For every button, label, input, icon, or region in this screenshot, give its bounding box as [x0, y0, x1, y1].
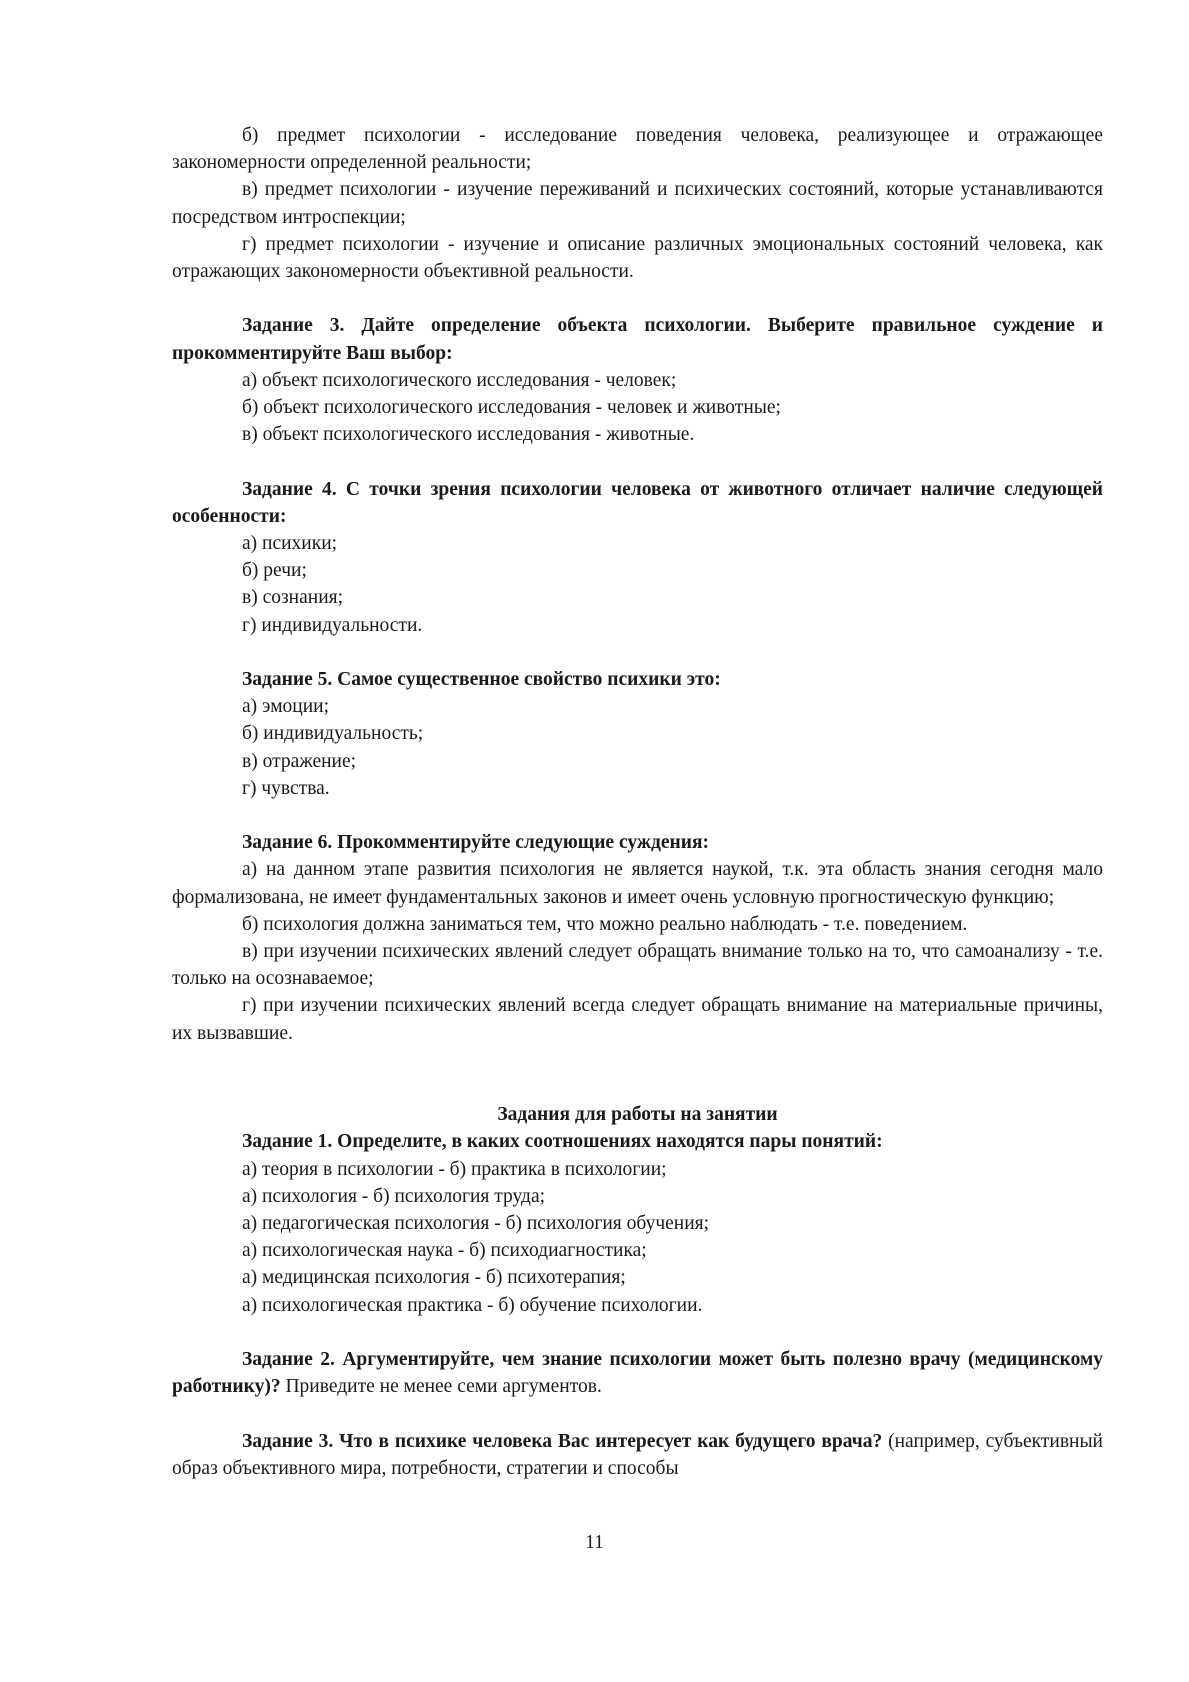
class-task1-option: а) психологическая наука - б) психодиагностика;	[242, 1240, 647, 1262]
task5-option: а) эмоции;	[242, 696, 330, 718]
intro-item-v: в) предмет психологии - изучение переживаний и психических состояний, которые устанавливаются посредством интроспекции;	[172, 179, 1103, 228]
class-task3-rest: (например, субъективный образ объективного мира, потребности, стратегии и способы	[172, 1430, 1103, 1479]
task4-title: Задание 4. С точки зрения психологии человека от животного отличает наличие следующей особенности:	[172, 478, 1103, 527]
class-task3	[172, 1428, 1103, 1482]
document-page	[172, 122, 1103, 1482]
task5-option: б) индивидуальность;	[242, 723, 424, 745]
class-task1-option: а) медицинская психология - б) психотерапия;	[242, 1267, 626, 1289]
section-heading: Задания для работы на занятии	[497, 1104, 778, 1126]
intro-item-b: б) предмет психологии - исследование поведения человека, реализующее и отражающее закономерности определенной реальности;	[172, 125, 1103, 174]
class-task2-rest: Приведите не менее семи аргументов.	[280, 1376, 602, 1398]
task4-option: а) психики;	[242, 533, 338, 555]
class-task3-title: Задание 3. Что в психике человека Вас интересует как будущего врача?	[242, 1430, 883, 1452]
task6-item: в) при изучении психических явлений следует обращать внимание только на то, что самоанализу - т.е. только на осознаваемое;	[172, 941, 1103, 990]
task4-option: в) сознания;	[242, 587, 344, 609]
task3-option: а) объект психологического исследования - человек;	[242, 369, 677, 391]
task5-option: г) чувства.	[242, 777, 330, 799]
class-task1-title: Задание 1. Определите, в каких соотношениях находятся пары понятий:	[242, 1131, 883, 1153]
class-task1-option: а) психологическая практика - б) обучение психологии.	[242, 1294, 703, 1316]
class-task1-option: а) педагогическая психология - б) психология обучения;	[242, 1213, 710, 1235]
task6-item: г) при изучении психических явлений всегда следует обращать внимание на материальные причины, их вызвавшие.	[172, 995, 1103, 1044]
task5-option: в) отражение;	[242, 750, 357, 772]
task5-title: Задание 5. Самое существенное свойство психики это:	[242, 669, 721, 691]
task6-title: Задание 6. Прокомментируйте следующие суждения:	[242, 832, 710, 854]
task4-option: б) речи;	[242, 560, 307, 582]
class-task2-title: Задание 2. Аргументируйте, чем знание психологии может быть полезно врачу (медицинскому работнику)?	[172, 1349, 1103, 1398]
task3-option: в) объект психологического исследования - животные.	[242, 424, 695, 446]
task4-option: г) индивидуальности.	[242, 614, 423, 636]
class-task1-option: а) теория в психологии - б) практика в психологии;	[242, 1158, 667, 1180]
class-task1-option: а) психология - б) психология труда;	[242, 1185, 546, 1207]
task3-title: Задание 3. Дайте определение объекта психологии. Выберите правильное суждение и прокомментируйте Ваш выбор:	[172, 315, 1103, 364]
class-task2	[172, 1346, 1103, 1400]
task6-item: а) на данном этапе развития психология не является наукой, т.к. эта область знания сегодня мало формализована, не имеет фундаментальных законов и имеет очень условную прогностическую функцию;	[172, 859, 1103, 908]
page-number: 11	[585, 1532, 604, 1553]
task3-option: б) объект психологического исследования - человек и животные;	[242, 397, 781, 419]
intro-item-g: г) предмет психологии - изучение и описание различных эмоциональных состояний человека, как отражающих закономерности объективной реальности.	[172, 233, 1103, 283]
task6-item: б) психология должна заниматься тем, что можно реально наблюдать - т.е. поведением.	[242, 913, 968, 935]
